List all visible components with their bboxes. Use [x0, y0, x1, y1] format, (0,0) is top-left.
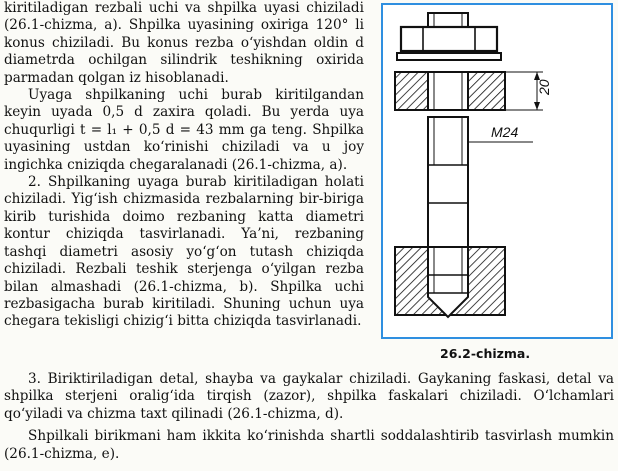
dimension-arrow-top: [534, 72, 540, 80]
paragraph-3: 2. Shpilkaning uyaga burab kiritiladigan holati chiziladi. Yig‘ish chizmasida rezbalarning bir-biriga kirib turishida doimo rezbaning katta diametri kontur chiziqda tasvirlanadi. Ya’ni, rezbaning tashqi diametri asosiy yo‘g‘on tutash chiziqda chiziladi. Rezbali teshik sterjenga o‘yilgan rezba bilan almashadi (26.1-chizma, b). Shpilka uchi rezbasigacha burab kiritiladi. Shuning uchun uya chegara tekisligi chizig‘i bitta chiziqda tasvirlanadi.: [4, 174, 364, 330]
paragraph-4: 3. Biriktiriladigan detal, shayba va gaykalar chiziladi. Gaykaning faskasi, detal va shpilka sterjeni oralig‘ida tirqish (zazor), shpilka faskalari chiziladi. O‘lchamlari qo‘yiladi va chizma taxt qilinadi (26.1-chizma, d).: [4, 371, 614, 422]
paragraph-5: Shpilkali birikmani ham ikkita ko‘rinishda shartli soddalashtirib tasvirlash mumkin (26.1-chizma, e).: [4, 428, 614, 462]
stud-drawing: [383, 5, 611, 337]
paragraph-2: Uyaga shpilkaning uchi burab kiritilgandan keyin uyada 0,5 d zaxira qoladi. Bu yerda uya chuqurligi t = l₁ + 0,5 d = 43 mm ga teng. Shpilka uyasining ustdan ko‘rinishi chiziladi va u joy ingichka cniziqda chegaralanadi (26.1-chizma, a).: [4, 87, 364, 173]
nut: [401, 27, 497, 51]
figure-caption: 26.2-chizma.: [440, 346, 531, 361]
washer: [397, 53, 501, 60]
dimension-arrow-bottom: [534, 102, 540, 110]
text-column: [4, 0, 364, 331]
full-width-text: [4, 371, 614, 463]
paragraph-1: kiritiladigan rezbali uchi va shpilka uyasi chiziladi (26.1-chizma, a). Shpilka uyasining oxiriga 120° li konus chiziladi. Bu konus rezba o‘yishdan oldin d diametrda ochilgan silindrik teshikning oxirida parmadan qolgan iz hisoblanadi.: [4, 0, 364, 86]
dimension-height-label: 20: [536, 79, 552, 95]
thread-size-label: M24: [491, 124, 519, 140]
figure-frame: [381, 3, 613, 339]
